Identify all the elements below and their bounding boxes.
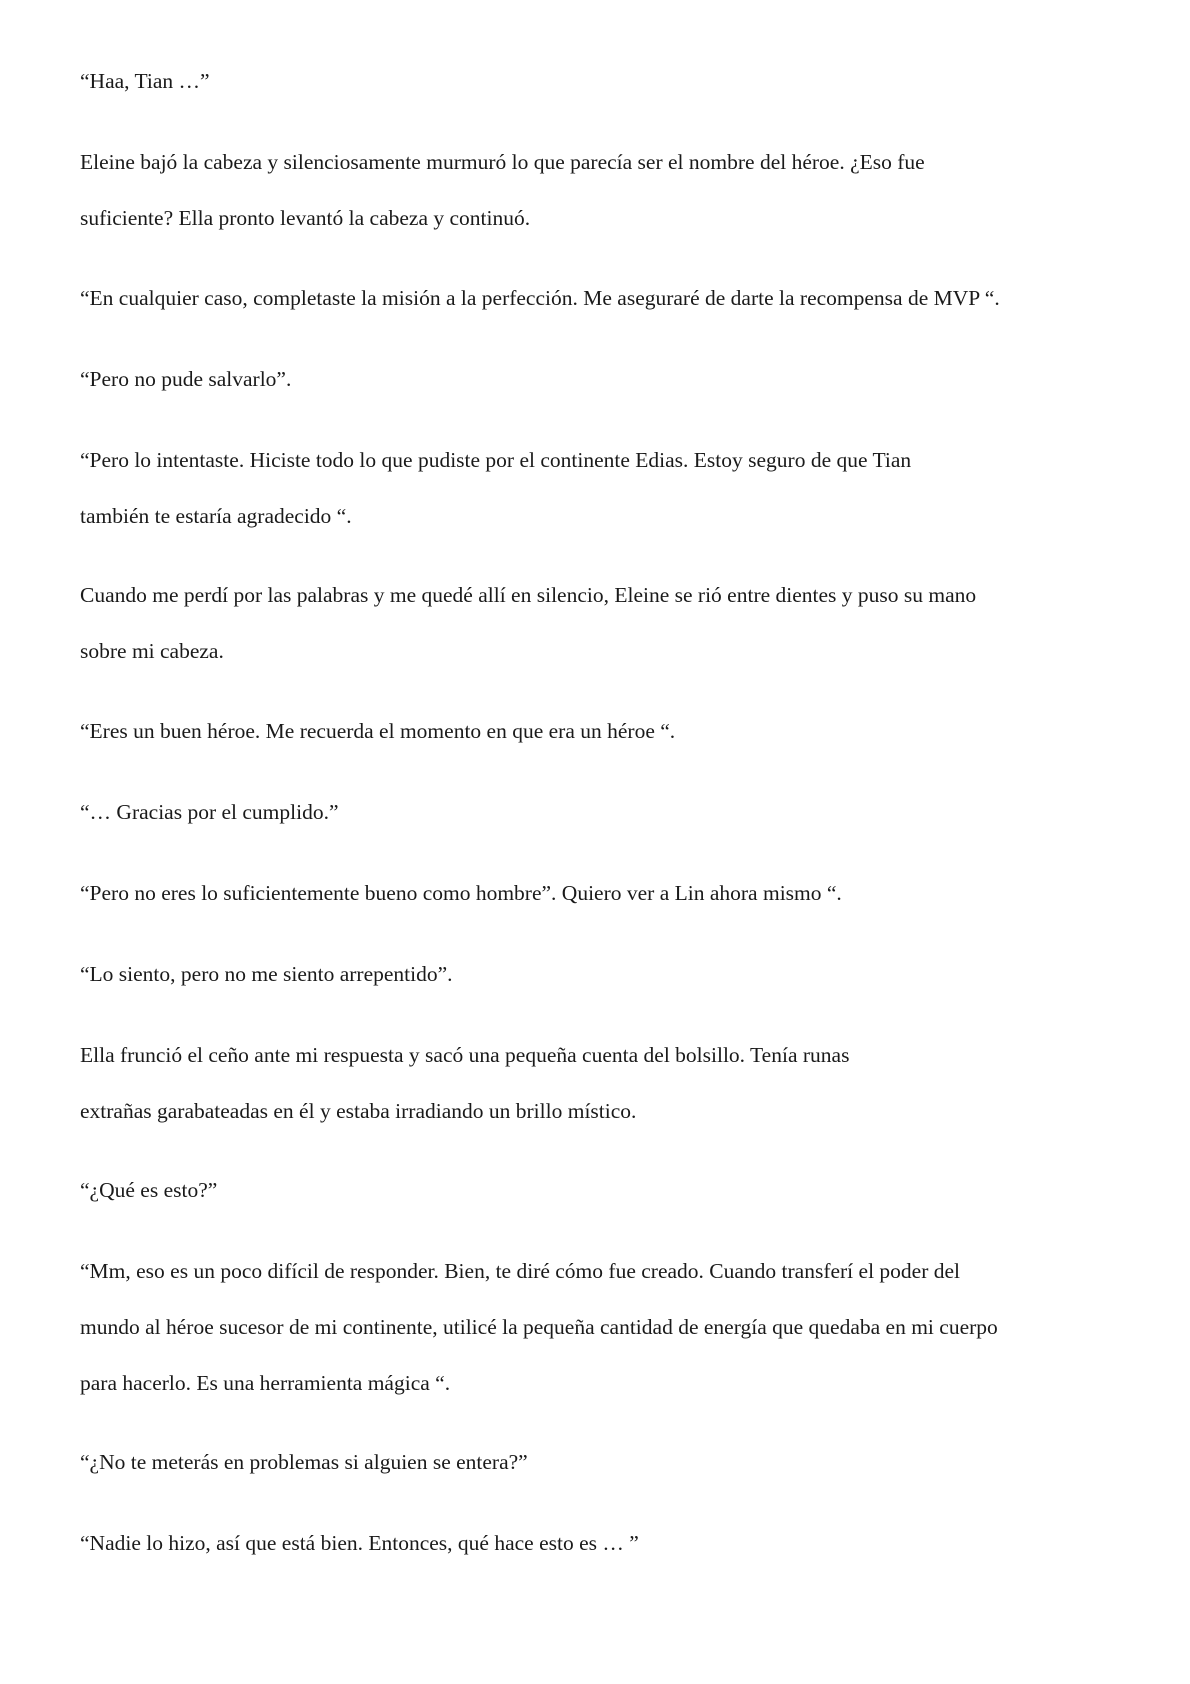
paragraph-8: “… Gracias por el cumplido.” [80,800,339,824]
paragraph-1: “Haa, Tian …” [80,69,210,93]
paragraph-10: “Lo siento, pero no me siento arrepentido”. [80,962,453,986]
paragraph-14: “¿No te meterás en problemas si alguien se entera?” [80,1450,528,1474]
paragraph-11: Ella frunció el ceño ante mi respuesta y sacó una pequeña cuenta del bolsillo. Tenía runas extrañas garabateadas en él y estaba irradiando un brillo místico. [80,1043,850,1123]
paragraph-6: Cuando me perdí por las palabras y me quedé allí en silencio, Eleine se rió entre dientes y puso su mano sobre mi cabeza. [80,583,977,663]
paragraph-5: “Pero lo intentaste. Hiciste todo lo que pudiste por el continente Edias. Estoy seguro de que Tian también te estaría agradecido “. [80,448,912,528]
paragraph-15: “Nadie lo hizo, así que está bien. Entonces, qué hace esto es … ” [80,1531,639,1555]
paragraph-7: “Eres un buen héroe. Me recuerda el momento en que era un héroe “. [80,719,676,743]
paragraph-2: Eleine bajó la cabeza y silenciosamente murmuró lo que parecía ser el nombre del héroe. ¿Eso fue suficiente? Ella pronto levantó la cabeza y continuó. [80,150,925,230]
paragraph-9: “Pero no eres lo suficientemente bueno como hombre”. Quiero ver a Lin ahora mismo “. [80,881,842,905]
paragraph-4: “Pero no pude salvarlo”. [80,367,292,391]
paragraph-12: “¿Qué es esto?” [80,1178,218,1202]
paragraph-13: “Mm, eso es un poco difícil de responder. Bien, te diré cómo fue creado. Cuando transferí el poder del mundo al héroe sucesor de mi continente, utilicé la pequeña cantidad de energía que quedaba en mi cuerpo para hacerlo. Es una herramienta mágica “. [80,1259,998,1395]
paragraph-3: “En cualquier caso, completaste la misión a la perfección. Me aseguraré de darte la recompensa de MVP “. [80,286,1000,310]
